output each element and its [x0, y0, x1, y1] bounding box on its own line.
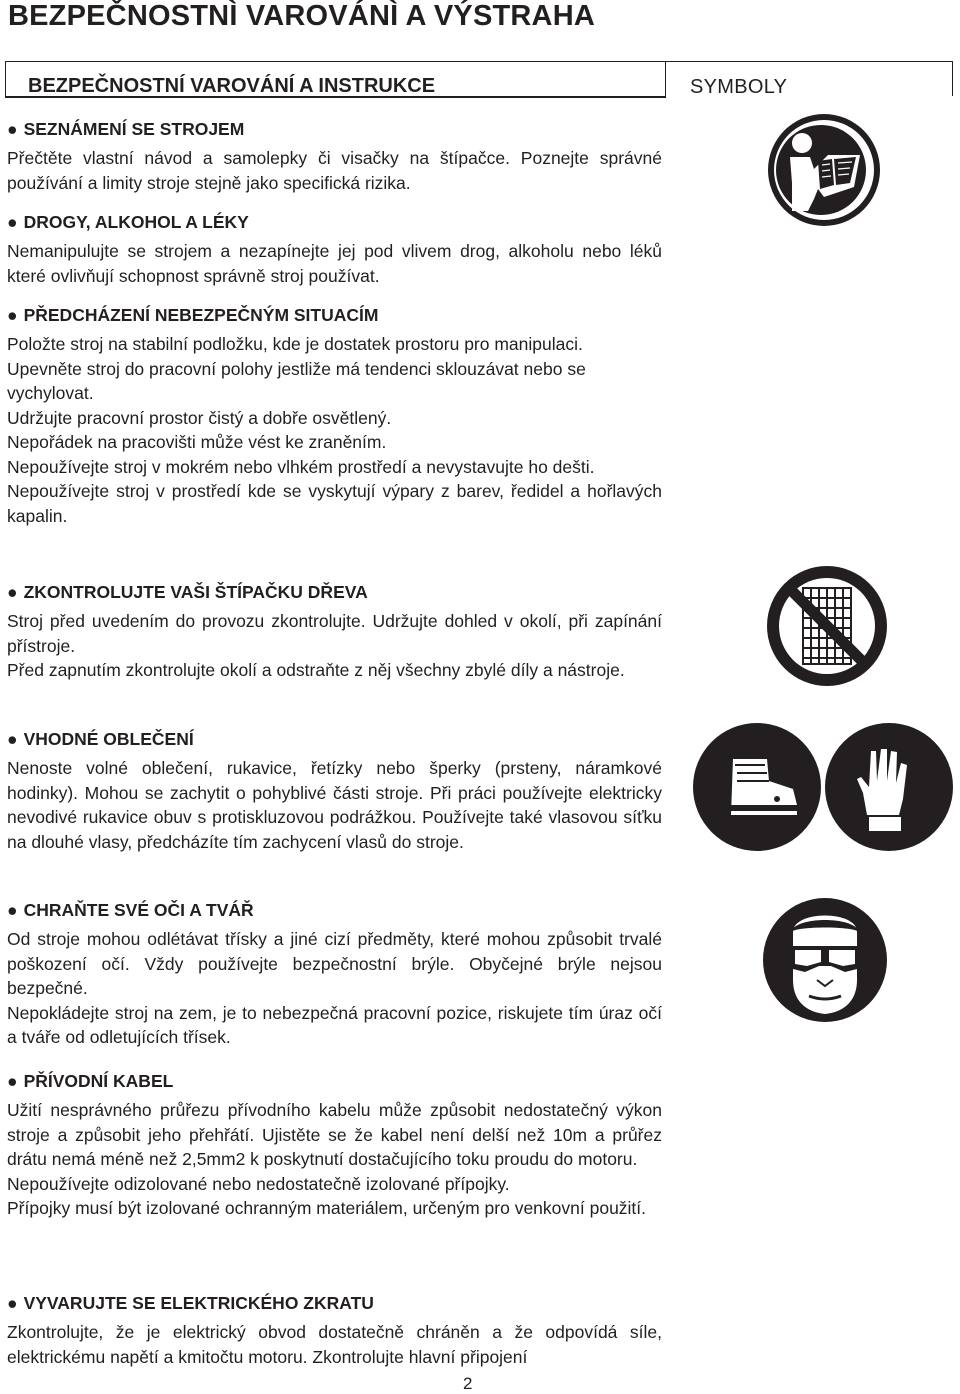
bullet: ●	[7, 212, 18, 232]
text-block-4	[7, 898, 662, 1050]
section-heading: CHRAŇTE SVÉ OČI A TVÁŘ	[23, 900, 254, 920]
read-manual-icon	[762, 111, 886, 229]
paragraph: Položte stroj na stabilní podložku, kde je dostatek prostoru pro manipulaci.	[7, 334, 583, 354]
paragraph: Užití nesprávného průřezu přívodního kabelu může způsobit nedostatečný výkon stroje a způsobit jeho přehřátí. Ujistěte se že kabel není delší než 10m a průřez drátu nemá méně než 2,5mm2 k poskytnutí dostačujícího toku proudu do motoru.	[7, 1100, 662, 1169]
paragraph: Nenoste volné oblečení, rukavice, řetízky nebo šperky (prsteny, náramkové hodinky). Mohou se zachytit o pohyblivé části stroje. Při práci používejte elektricky nevodivé rukavice obuv s protiskluzovou podrážkou. Používejte také vlasovou síťku na dlouhé vlasy, předcházíte tím zachycení vlasů do stroje.	[7, 758, 662, 852]
paragraph: Před zapnutím zkontrolujte okolí a odstraňte z něj všechny zbylé díly a nástroje.	[7, 660, 625, 680]
paragraph: Udržujte pracovní prostor čistý a dobře osvětlený.	[7, 407, 392, 428]
text-block-5	[7, 1069, 662, 1221]
paragraph: Nepoužívejte odizolované nebo nedostatečně izolované přípojky.	[7, 1173, 510, 1194]
paragraph: Nepořádek na pracovišti může vést ke zraněním.	[7, 432, 387, 452]
paragraph: Přípojky musí být izolované ochranným materiálem, určeným pro venkovní použití.	[7, 1198, 647, 1218]
safety-goggles-icon	[761, 896, 889, 1024]
section-predchazeni	[7, 303, 662, 528]
safety-boots-gloves-icon	[691, 719, 955, 855]
section-seznameni	[7, 117, 662, 195]
paragraph: Přečtěte vlastní návod a samolepky či visačky na štípačce. Poznejte správné používání a limity stroje stejně jako specifická rizika.	[7, 148, 662, 193]
section-drogy	[7, 210, 662, 288]
page-title: BEZPEČNOSTNÌ VAROVÁNÌ A VÝSTRAHA	[8, 0, 595, 32]
bullet: ●	[7, 729, 18, 749]
section-zkontrolujte	[7, 580, 662, 683]
paragraph: Upevněte stroj do pracovní polohy jestliže má tendenci sklouzávat nebo se vychylovat.	[7, 358, 586, 403]
section-heading: DROGY, ALKOHOL A LÉKY	[23, 212, 249, 232]
no-loose-clothing-icon	[765, 564, 889, 688]
section-kabel	[7, 1069, 662, 1221]
section-heading: PŘÍVODNÍ KABEL	[23, 1071, 174, 1091]
text-block-2	[7, 580, 662, 683]
section-oci	[7, 898, 662, 1050]
text-block-3	[7, 727, 662, 854]
header-instructions: BEZPEČNOSTNÍ VAROVÁNÍ A INSTRUKCE	[28, 75, 436, 97]
header-divider	[665, 61, 666, 96]
page-number: 2	[463, 1374, 473, 1393]
paragraph: Nepoužívejte stroj v prostředí kde se vyskytují výpary z barev, ředidel a hořlavých kapalin.	[7, 481, 662, 526]
paragraph: Od stroje mohou odlétávat třísky a jiné cizí předměty, které mohou způsobit trvalé poškození očí. Vždy používejte bezpečnostní brýle. Obyčejné brýle nejsou bezpečné.	[7, 929, 662, 998]
bullet: ●	[7, 582, 18, 602]
paragraph: Stroj před uvedením do provozu zkontrolujte. Udržujte dohled v okolí, při zapínání přístroje.	[7, 611, 662, 656]
bullet: ●	[7, 305, 18, 325]
section-obleceni	[7, 727, 662, 854]
section-heading: SEZNÁMENÍ SE STROJEM	[23, 119, 245, 139]
paragraph: Nepokládejte stroj na zem, je to nebezpečná pracovní pozice, riskujete tím úraz očí a tváře od odletujících třísek.	[7, 1002, 662, 1047]
bullet: ●	[7, 1071, 18, 1091]
section-heading: VYVARUJTE SE ELEKTRICKÉHO ZKRATU	[23, 1293, 374, 1313]
bullet: ●	[7, 900, 18, 920]
paragraph: Zkontrolujte, že je elektrický obvod dostatečně chráněn a že odpovídá síle, elektrickému napětí a kmitočtu motoru. Zkontrolujte hlavní připojení	[7, 1322, 662, 1367]
paragraph: Nemanipulujte se strojem a nezapínejte jej pod vlivem drog, alkoholu nebo léků které ovlivňují schopnost správně stroj používat.	[7, 241, 662, 286]
section-heading: ZKONTROLUJTE VAŠI ŠTÍPAČKU DŘEVA	[23, 582, 368, 602]
paragraph: Nepoužívejte stroj v mokrém nebo vlhkém prostředí a nevystavujte ho dešti.	[7, 456, 595, 477]
text-block-6	[7, 1291, 662, 1369]
section-zkrat	[7, 1291, 662, 1369]
text-block-1	[7, 117, 662, 528]
bullet: ●	[7, 119, 18, 139]
section-heading: PŘEDCHÁZENÍ NEBEZPEČNÝM SITUACÍM	[23, 305, 379, 325]
bullet: ●	[7, 1293, 18, 1313]
section-heading: VHODNÉ OBLEČENÍ	[23, 729, 194, 749]
header-symbols: SYMBOLY	[690, 76, 788, 98]
